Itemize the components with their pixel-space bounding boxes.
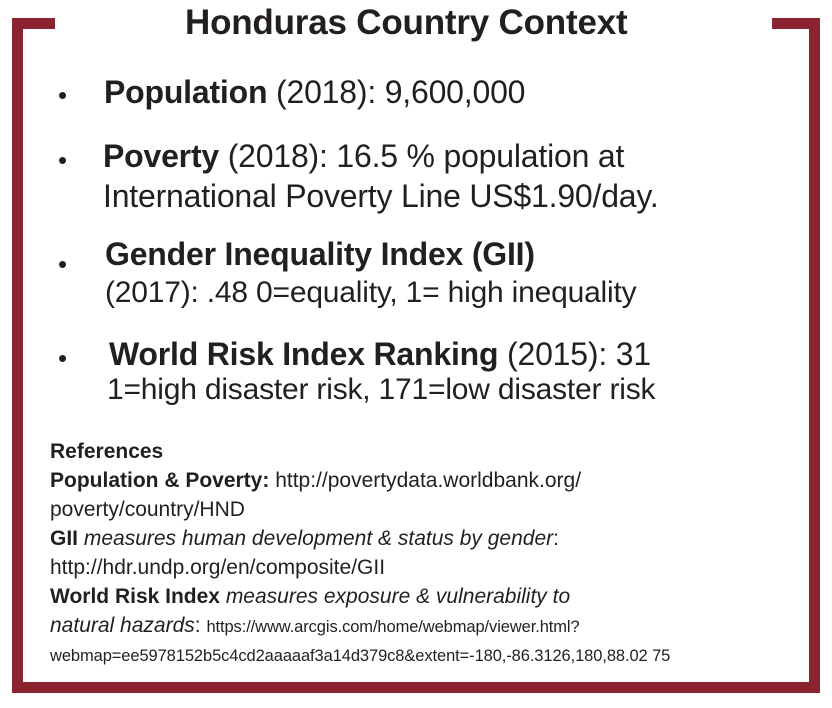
bullet-marker: •	[58, 249, 68, 279]
reference-wri-url[interactable]: https://www.arcgis.com/home/webmap/viewer.html?	[206, 618, 580, 636]
poverty-label: Poverty	[103, 138, 219, 174]
reference-gii-label: GII	[50, 527, 79, 550]
reference-wri-desc-cont: natural hazards	[50, 614, 195, 637]
population-value: (2018): 9,600,000	[267, 74, 526, 110]
frame-right	[809, 18, 820, 693]
gii-item	[105, 234, 535, 274]
reference-gii-desc: measures human development & status by gender	[78, 527, 554, 550]
reference-wri-url-cont[interactable]: webmap=ee5978152b5c4cd2aaaaaf3a14d379c8&extent=-180,-86.3126,180,88.02 75	[50, 647, 671, 665]
references-section	[50, 437, 810, 671]
poverty-detail: International Poverty Line US$1.90/day.	[103, 178, 659, 214]
reference-population-label: Population & Poverty:	[50, 469, 270, 492]
reference-gii-url[interactable]: http://hdr.undp.org/en/composite/GII	[50, 556, 386, 579]
population-label: Population	[104, 74, 268, 110]
population-item	[104, 72, 525, 112]
world-risk-detail: 1=high disaster risk, 171=low disaster risk	[107, 373, 656, 406]
reference-wri	[50, 582, 810, 611]
reference-population-url-cont[interactable]: poverty/country/HND	[50, 498, 245, 521]
world-risk-label: World Risk Index Ranking	[109, 336, 499, 372]
world-risk-item	[109, 334, 651, 374]
bullet-marker: •	[58, 343, 68, 373]
reference-wri-label: World Risk Index	[50, 585, 220, 608]
reference-wri-cont: natural hazards: https://www.arcgis.com/home/webmap/viewer.html?	[50, 614, 580, 637]
frame-left	[12, 18, 23, 693]
reference-population-url[interactable]: http://povertydata.worldbank.org/	[269, 469, 582, 492]
gii-detail: (2017): .48 0=equality, 1= high inequality	[105, 276, 637, 309]
references-heading: References	[50, 440, 164, 463]
frame-bottom	[12, 682, 820, 693]
poverty-value: (2018): 16.5 % population at	[219, 138, 625, 174]
bullet-marker: •	[58, 80, 68, 110]
poverty-item	[103, 136, 624, 176]
world-risk-value: (2015): 31	[498, 336, 651, 372]
reference-gii: GII measures human development & status by gender:	[50, 527, 559, 550]
gii-label: Gender Inequality Index (GII)	[105, 236, 535, 272]
reference-wri-desc: measures exposure & vulnerability to	[219, 585, 571, 608]
reference-population	[50, 466, 810, 495]
page-title: Honduras Country Context	[185, 3, 628, 42]
bullet-marker: •	[58, 145, 68, 175]
